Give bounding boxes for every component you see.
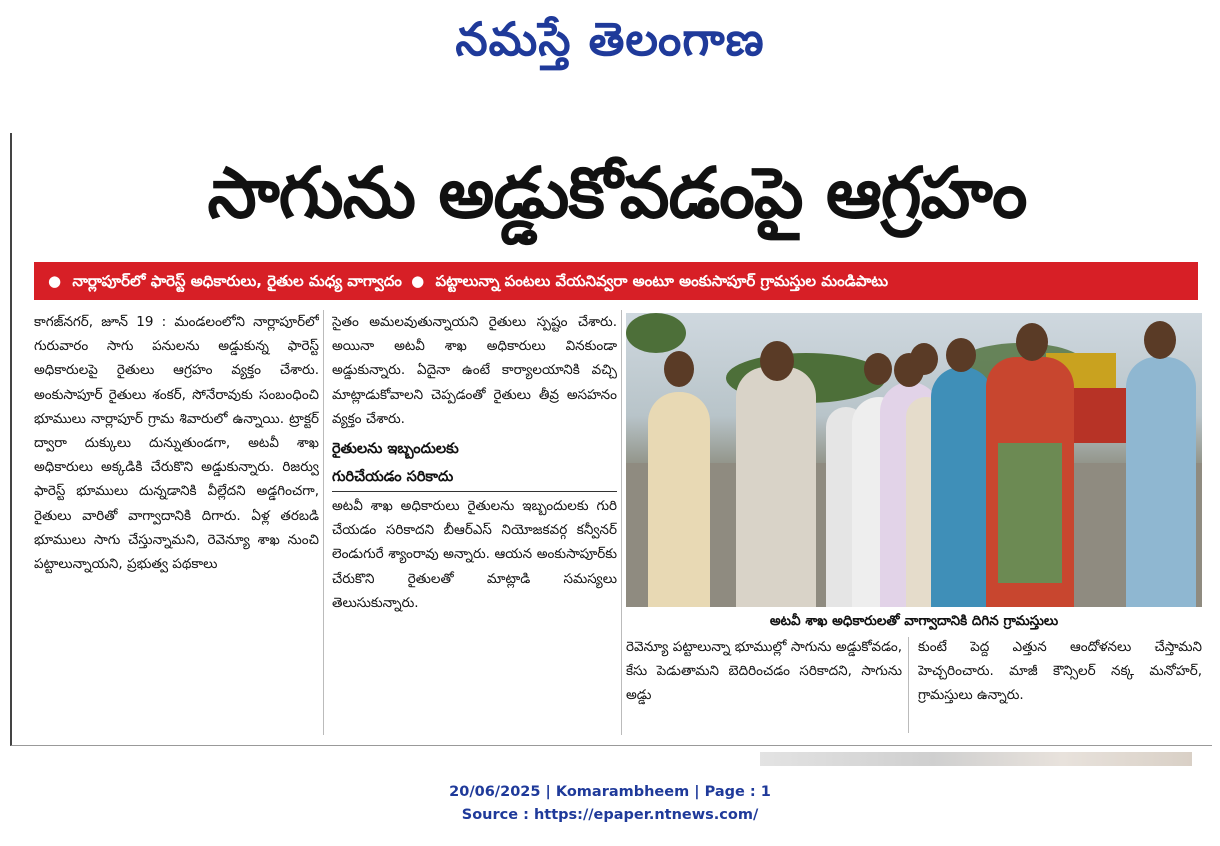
person-head: [910, 343, 938, 375]
article-subheadline-bar: [34, 262, 1198, 300]
column-4-text: కుంటే పెద్ద ఎత్తున ఆందోళనలు చేస్తామని హెచ్చరించారు. మాజీ కౌన్సిలర్ నక్క మనోహర్, గ్రామస్తులు ఉన్నారు.: [918, 639, 1202, 704]
bullet-icon: ●: [411, 272, 425, 290]
news-clipping: [10, 133, 1212, 746]
person-figure: [736, 367, 816, 607]
subheading-line-1: రైతులను ఇబ్బందులకు: [332, 441, 459, 458]
subheadline-1: నార్లాపూర్‌లో ఫారెస్ట్ అధికారులు, రైతుల మధ్య వాగ్వాదం: [72, 272, 402, 290]
article-column-2: [332, 310, 617, 742]
article-column-4: [918, 635, 1202, 735]
column-2-text-bottom: అటవీ శాఖ అధికారులు రైతులను ఇబ్బందులకు గురి చేయడం సరికాదని బీఆర్‌ఎస్ నియోజకవర్గ కన్వీనర్ లెండుగురే శ్యాంరావు అన్నారు. ఆయన అంకుసాపూర్‌కు చేరుకొని రైతులతో మాట్లాడి సమస్యలు తెలుసుకున్నారు.: [332, 498, 617, 611]
subheading-line-2: గురిచేయడం సరికాదు: [332, 469, 454, 486]
footer-date-edition: 20/06/2025 | Komarambheem | Page : 1: [449, 784, 771, 800]
tree-shape: [626, 313, 686, 353]
bullet-icon: ●: [48, 272, 62, 290]
person-head: [1016, 323, 1048, 361]
person-figure: [1126, 357, 1196, 607]
article-column-1: [34, 310, 319, 742]
article-column-3: [626, 635, 902, 735]
article-photo: [626, 313, 1202, 607]
next-article-image-edge: [760, 752, 1192, 766]
column-3-text: రెవెన్యూ పట్టాలున్నా భూముల్లో సాగును అడ్డుకోవడం, కేసు పెడుతామని బెదిరించడం సరికాదని, సాగును అడ్డు: [626, 639, 902, 704]
person-head: [664, 351, 694, 387]
newspaper-masthead: నమస్తే తెలంగాణ: [455, 12, 765, 66]
column-1-text: కాగజ్‌నగర్, జూన్ 19 : మండలంలోని నార్లాపూర్‌లో గురువారం సాగు పనులను అడ్డుకున్న ఫారెస్ట్ అధికారులపై రైతులు ఆగ్రహం వ్యక్తం చేశారు. అంకుసాపూర్ రైతులు శంకర్, సోనేరావుకు సంబంధించి భూములు నార్లాపూర్ గ్రామ శివారులో ఉన్నాయి. ట్రాక్టర్ ద్వారా దుక్కులు దున్నుతుండగా, అటవీ శాఖ అధికారులు అక్కడికి చేరుకొని అడ్డుకున్నారు. రిజర్వు ఫారెస్ట్ భూములు దున్నడానికి వీల్లేదని అడ్డగించగా, రైతులు వారితో వాగ్వాదానికి దిగారు. ఏళ్ల తరబడి భూములు సాగు చేస్తున్నామని, రెవెన్యూ శాఖ నుంచి పట్టాలున్నాయని, ప్రభుత్వ పథకాలు: [34, 314, 319, 573]
column-2-text-top: సైతం అమలవుతున్నాయని రైతులు స్పష్టం చేశారు. అయినా అటవీ శాఖ అధికారులు వినకుండా అడ్డుకున్నారు. ఏదైనా ఉంటే కార్యాలయానికి వచ్చి మాట్లాడుకోవాలని చెప్పడంతో రైతులు తీవ్ర అసహనం వ్యక్తం చేశారు.: [332, 314, 617, 427]
saree-shape: [998, 443, 1062, 583]
column-divider: [908, 637, 909, 733]
person-head: [864, 353, 892, 385]
person-figure: [648, 392, 710, 607]
person-head: [946, 338, 976, 372]
column-divider: [621, 310, 622, 735]
column-divider: [323, 310, 324, 735]
subheadline-2: పట్టాలున్నా పంటలు వేయనివ్వరా అంటూ అంకుసాపూర్ గ్రామస్తుల మండిపాటు: [435, 272, 889, 290]
column-2-subheading: [332, 435, 617, 492]
photo-caption: అటవీ శాఖ అధికారులతో వాగ్వాదానికి దిగిన గ్రామస్తులు: [769, 613, 1059, 629]
article-headline: సాగును అడ్డుకోవడంపై ఆగ్రహం: [207, 152, 1027, 234]
tractor-shape: [1066, 388, 1126, 443]
person-head: [1144, 321, 1176, 359]
footer-source: Source : https://epaper.ntnews.com/: [461, 807, 759, 823]
person-head: [760, 341, 794, 381]
person-figure: [931, 367, 993, 607]
